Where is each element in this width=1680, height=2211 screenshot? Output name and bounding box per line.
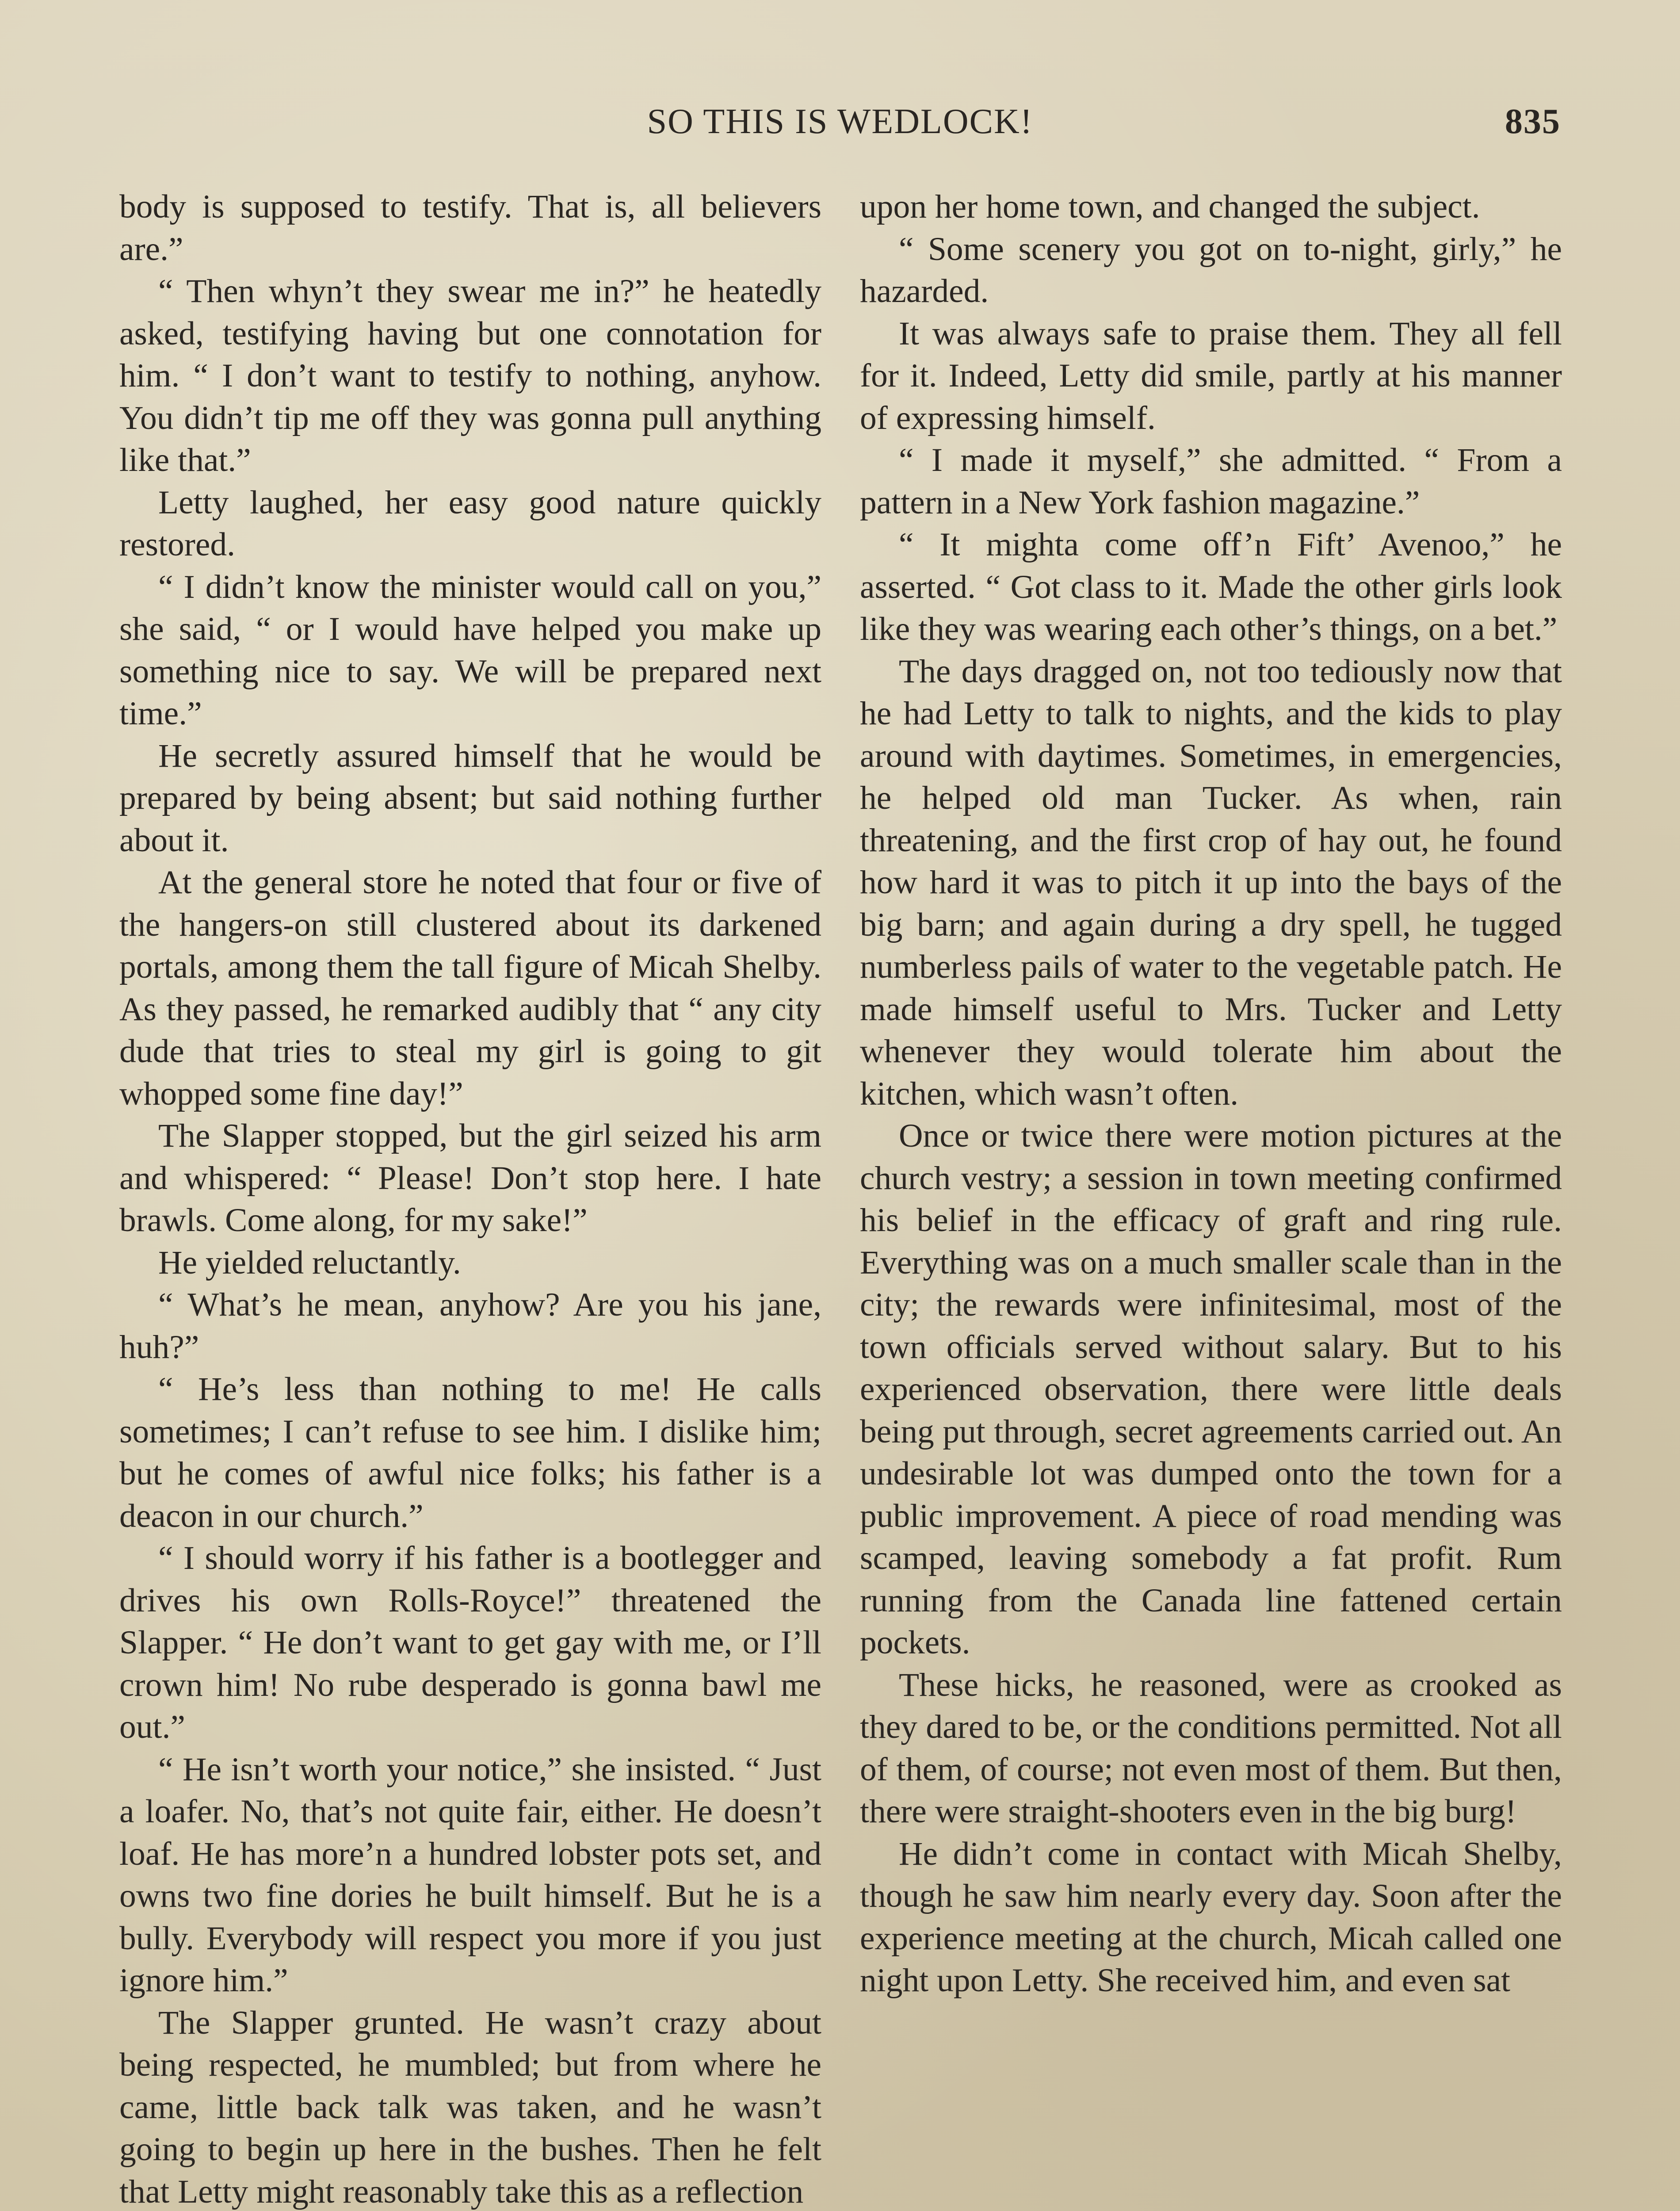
paragraph: At the general store he noted that four or five of the hangers-on still clustered about its darkened portals, among them the tall figure of Micah Shelby. As they passed, he remarked audibly that “ any city dude that tries to steal my girl is going to git whopped some fine day!” xyxy=(119,864,821,1112)
paragraph: The Slapper grunted. He wasn’t crazy about being respected, he mumbled; but from where he came, little back talk was taken, and he wasn’t going to begin up here in the bushes. Then he felt that Letty might reasonably take this as a reflection xyxy=(119,2004,821,2210)
paragraph: “ He isn’t worth your notice,” she insisted. “ Just a loafer. No, that’s not quite fair, either. He doesn’t loaf. He has more’n a hundred lobster pots set, and owns two fine dories he built himself. But he is a bully. Everybody will respect you more if you just ignore him.” xyxy=(119,1751,821,1999)
paragraph: “ I should worry if his father is a bootlegger and drives his own Rolls-Royce!” threatened the Slapper. “ He don’t want to get gay with me, or I’ll crown him! No rube desperado is gonna bawl me out.” xyxy=(119,1540,821,1745)
paragraph: Letty laughed, her easy good nature quickly restored. xyxy=(119,484,821,563)
paragraph: The days dragged on, not too tediously now that he had Letty to talk to nights, and the kids to play around with daytimes. Sometimes, in emergencies, he helped old man Tucker. As when, rain threatening, and the first crop of hay out, he found how hard it was to pitch it up into the bays of the big barn; and again during a dry spell, he tugged numberless pails of water to the vegetable patch. He made himself useful to Mrs. Tucker and Letty whenever they would tolerate him about the kitchen, which wasn’t often. xyxy=(860,653,1562,1112)
paragraph: The Slapper stopped, but the girl seized his arm and whispered: “ Please! Don’t stop here. I hate brawls. Come along, for my sake!” xyxy=(119,1117,821,1239)
paragraph: These hicks, he reasoned, were as crooked as they dared to be, or the conditions permitted. Not all of them, of course; not even most of them. But then, there were straight-shooters even in the big burg! xyxy=(860,1666,1562,1830)
running-title: SO THIS IS WEDLOCK! xyxy=(647,102,1033,141)
paragraph: “ Then whyn’t they swear me in?” he heatedly asked, testifying having but one connotation for him. “ I don’t want to testify to nothing, anyhow. You didn’t tip me off they was gonna pull anything like that.” xyxy=(119,273,821,478)
running-header xyxy=(119,102,1561,150)
paragraph: “ He’s less than nothing to me! He calls sometimes; I can’t refuse to see him. I dislike him; but he comes of awful nice folks; his father is a deacon in our church.” xyxy=(119,1371,821,1534)
paragraph: “ It mighta come off’n Fift’ Avenoo,” he asserted. “ Got class to it. Made the other girls look like they was wearing each other’s things, on a bet.” xyxy=(860,526,1562,647)
paragraph: upon her home town, and changed the subject. xyxy=(860,188,1480,225)
paragraph: “ Some scenery you got on to-night, girly,” he hazarded. xyxy=(860,230,1562,310)
paragraph: “ What’s he mean, anyhow? Are you his jane, huh?” xyxy=(119,1286,821,1366)
paragraph: He secretly assured himself that he would be prepared by being absent; but said nothing further about it. xyxy=(119,737,821,859)
paragraph: He yielded reluctantly. xyxy=(158,1244,461,1281)
paragraph: It was always safe to praise them. They all fell for it. Indeed, Letty did smile, partly at his manner of expressing himself. xyxy=(860,315,1562,436)
left-column xyxy=(119,186,821,2211)
paragraph: “ I didn’t know the minister would call on you,” she said, “ or I would have helped you make up something nice to say. We will be prepared next time.” xyxy=(119,568,821,732)
paragraph: He didn’t come in contact with Micah Shelby, though he saw him nearly every day. Soon after the experience meeting at the church, Micah called one night upon Letty. She received him, and even sat xyxy=(860,1835,1562,1999)
right-column xyxy=(860,186,1562,2002)
page-number: 835 xyxy=(1505,102,1561,141)
paragraph: body is supposed to testify. That is, all believers are.” xyxy=(119,188,821,268)
paragraph: Once or twice there were motion pictures at the church vestry; a session in town meeting confirmed his belief in the efficacy of graft and ring rule. Everything was on a much smaller scale than in the city; the rewards were infinitesimal, most of the town officials served without salary. But to his experienced observation, there were little deals being put through, secret agreements carried out. An undesirable lot was dumped onto the town for a public improvement. A piece of road mending was scamped, leaving somebody a fat profit. Rum running from the Canada line fattened certain pockets. xyxy=(860,1117,1562,1661)
paragraph: “ I made it myself,” she admitted. “ From a pattern in a New York fashion magazine.” xyxy=(860,442,1562,521)
